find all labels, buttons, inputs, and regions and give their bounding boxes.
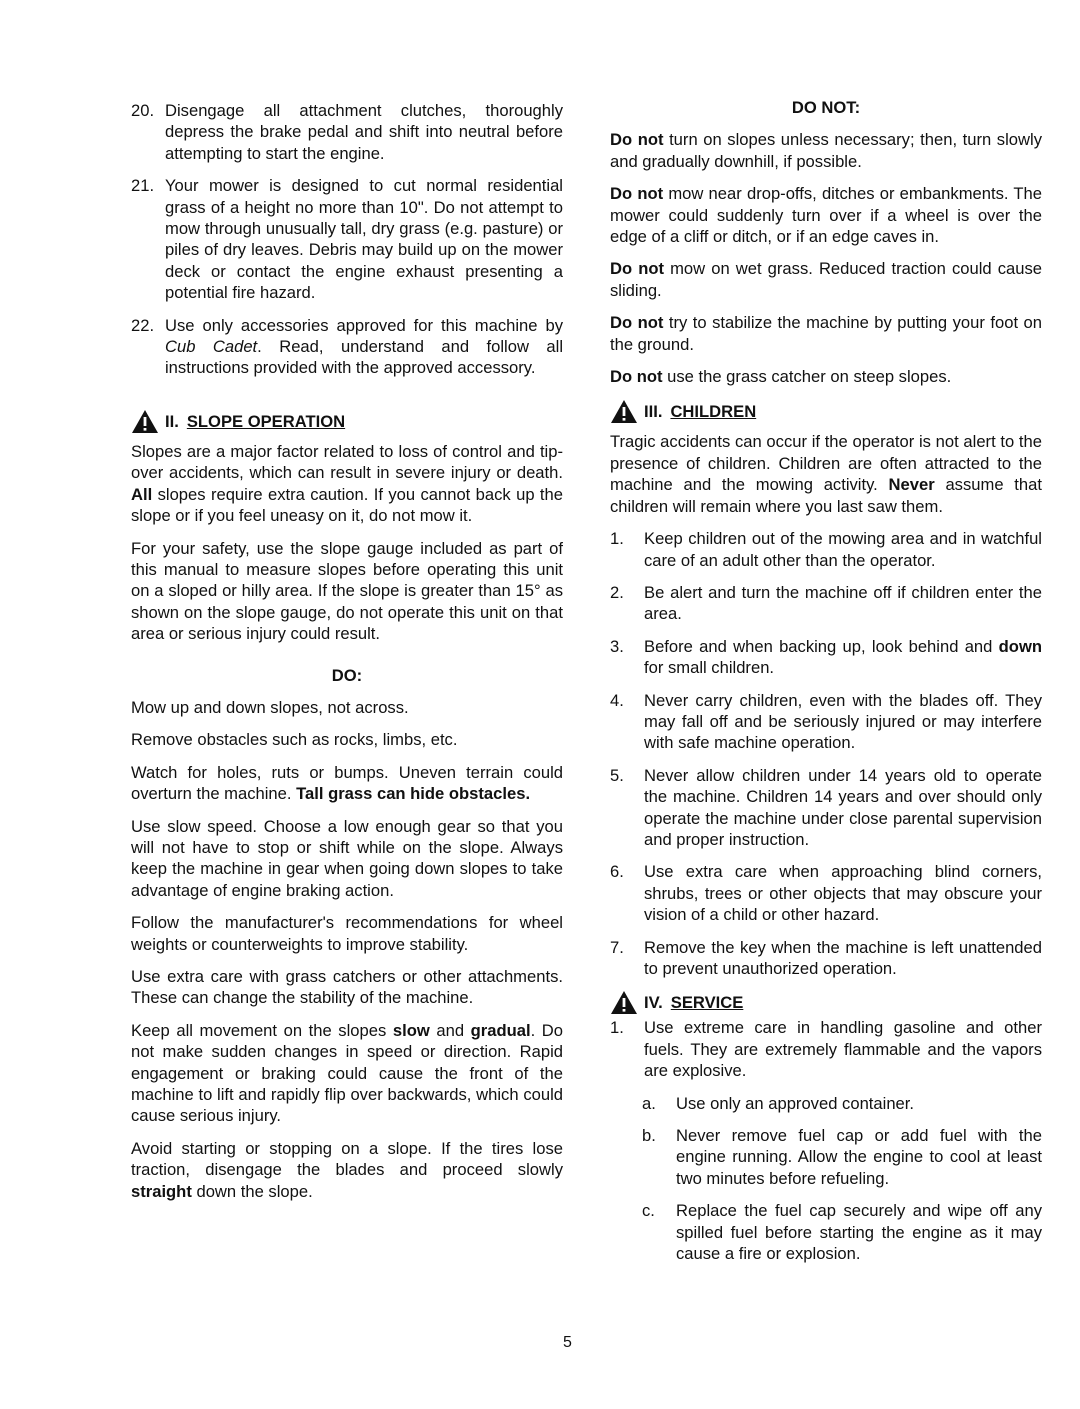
section-roman: IV. bbox=[644, 993, 663, 1013]
item-number: 2. bbox=[610, 582, 624, 602]
bold-text: Do not bbox=[610, 259, 665, 279]
item-number: 22. bbox=[131, 315, 155, 335]
item-number: 3. bbox=[610, 636, 624, 656]
list-item bbox=[610, 690, 1042, 754]
list-item bbox=[610, 861, 1042, 925]
paragraph bbox=[131, 762, 563, 805]
paragraph: For your safety, use the slope gauge included as part of this manual to measure slopes before operating this unit on a sloped or hilly area. If the slope is greater than 15° as shown on the slope gauge, do not operate this unit on that area or serious injury could result. bbox=[131, 538, 563, 644]
sub-list-item bbox=[642, 1093, 1042, 1114]
item-text: Remove the key when the machine is left unattended to prevent unauthorized operation. bbox=[644, 937, 1042, 978]
paragraph bbox=[131, 1138, 563, 1202]
list-item bbox=[610, 528, 1042, 571]
item-text: Be alert and turn the machine off if children enter the area. bbox=[644, 582, 1042, 624]
sub-list-item bbox=[642, 1125, 1042, 1189]
text: slopes require extra caution. If you cannot back up the slope or if you feel uneasy on it, do not mow it. bbox=[131, 484, 563, 526]
page-number: 5 bbox=[563, 1334, 572, 1351]
text: assume that children will remain where you last saw them. bbox=[610, 475, 1042, 516]
paragraph: Remove obstacles such as rocks, limbs, etc. bbox=[131, 730, 458, 750]
do-not-heading: DO NOT: bbox=[791, 98, 861, 117]
left-column bbox=[131, 100, 563, 1213]
text: . Do not make sudden changes in speed or direction. Rapid engagement or braking could cause the front of the machine to lift and rapidly flip over backwards, which could cause serious injury. bbox=[131, 1020, 563, 1126]
section-roman: III. bbox=[644, 402, 663, 422]
list-item bbox=[131, 315, 563, 379]
paragraph bbox=[610, 431, 1042, 517]
paragraph bbox=[610, 366, 1042, 387]
section-heading-service bbox=[610, 990, 1042, 1015]
item-text: Use extreme care in handling gasoline and other fuels. They are extremely flammable and the vapors are explosive. bbox=[644, 1018, 1042, 1081]
item-letter: c. bbox=[642, 1201, 655, 1221]
text: Watch for holes, ruts or bumps. Uneven terrain could overturn the machine. bbox=[131, 762, 563, 804]
text: Before and when backing up, look behind and bbox=[644, 636, 999, 656]
paragraph bbox=[610, 183, 1042, 247]
text: Avoid starting or stopping on a slope. If the tires lose traction, disengage the blades and proceed slowly bbox=[131, 1138, 563, 1180]
item-number: 6. bbox=[610, 862, 624, 882]
bold-text: gradual bbox=[470, 1020, 531, 1040]
paragraph: Use slow speed. Choose a low enough gear so that you will not have to stop or shift while on the slope. Always keep the machine in gear when going down slopes to take advantage of engine braking action. bbox=[131, 816, 563, 900]
paragraph: Mow up and down slopes, not across. bbox=[131, 697, 409, 717]
bold-text: down bbox=[998, 636, 1042, 656]
item-text: Your mower is designed to cut normal residential grass of a height no more than 10". Do not attempt to mow through unusually tall, dry grass (e.g. pasture) or piles of dry leaves. Debris may build up on the mower deck or contact the engine exhaust presenting a potential fire hazard. bbox=[165, 176, 563, 303]
paragraph bbox=[610, 258, 1042, 301]
item-number: 1. bbox=[610, 529, 624, 549]
item-text bbox=[165, 315, 563, 379]
bold-text: straight bbox=[131, 1181, 192, 1201]
text: mow near drop-offs, ditches or embankments. The mower could suddenly turn over if a wheel is over the edge of a cliff or ditch, or if an edge caves in. bbox=[610, 184, 1042, 247]
item-letter: a. bbox=[642, 1093, 656, 1113]
item-text: Never allow children under 14 years old to operate the machine. Children 14 years and over should only operate the machine under close parental supervision and proper instruction. bbox=[644, 765, 1042, 849]
paragraph bbox=[610, 129, 1042, 172]
right-column bbox=[610, 100, 1042, 1275]
text: Keep all movement on the slopes bbox=[131, 1020, 393, 1040]
item-text: Use only an approved container. bbox=[676, 1093, 915, 1113]
bold-text: Do not bbox=[610, 313, 664, 333]
item-text bbox=[644, 636, 1042, 679]
list-item bbox=[610, 582, 1042, 625]
item-number: 1. bbox=[610, 1018, 624, 1038]
item-text: Disengage all attachment clutches, thoroughly depress the brake pedal and shift into neutral before attempting to start the engine. bbox=[165, 101, 563, 163]
section-title: SERVICE bbox=[670, 993, 744, 1013]
item-text: Keep children out of the mowing area and in watchful care of an adult other than the operator. bbox=[644, 529, 1042, 570]
item-number: 21. bbox=[131, 176, 155, 196]
text: use the grass catcher on steep slopes. bbox=[662, 367, 952, 387]
text: and bbox=[429, 1020, 471, 1040]
bold-text: Do not bbox=[610, 130, 664, 150]
bold-text: Do not bbox=[610, 184, 664, 204]
item-text-start: Use only accessories approved for this machine by bbox=[165, 315, 563, 335]
bold-text: Do not bbox=[610, 367, 663, 387]
item-text-end: . Read, understand and follow all instructions provided with the approved accessory. bbox=[165, 337, 563, 378]
text: mow on wet grass. Reduced traction could cause sliding. bbox=[610, 259, 1042, 300]
section-heading-slope bbox=[131, 409, 563, 434]
item-number: 20. bbox=[131, 101, 155, 120]
list-item bbox=[610, 765, 1042, 851]
text: turn on slopes unless necessary; then, turn slowly and gradually downhill, if possible. bbox=[610, 130, 1042, 171]
item-number: 5. bbox=[610, 765, 624, 785]
item-text: Use extra care when approaching blind corners, shrubs, trees or other objects that may obscure your vision of a child or other hazard. bbox=[644, 862, 1042, 925]
item-text: Never carry children, even with the blades off. They may fall off and be seriously injured or may interfere with safe machine operation. bbox=[644, 690, 1042, 753]
list-item bbox=[131, 175, 563, 303]
text: Tragic accidents can occur if the operator is not alert to the presence of children. Children are often attracted to the machine and the mowing activity. bbox=[610, 432, 1042, 495]
paragraph bbox=[131, 441, 563, 527]
paragraph bbox=[131, 1020, 563, 1127]
text: try to stabilize the machine by putting your foot on the ground. bbox=[610, 313, 1042, 354]
text: down the slope. bbox=[191, 1181, 313, 1201]
paragraph: Follow the manufacturer's recommendations for wheel weights or counterweights to improve stability. bbox=[131, 913, 563, 954]
item-text: Replace the fuel cap securely and wipe off any spilled fuel before starting the engine as it may cause a fire or explosion. bbox=[676, 1201, 1042, 1264]
section-roman: II. bbox=[165, 411, 179, 431]
list-item bbox=[610, 1017, 1042, 1081]
bold-text: Never bbox=[888, 475, 935, 495]
text: for small children. bbox=[644, 658, 775, 678]
bold-text: Tall grass can hide obstacles. bbox=[296, 784, 531, 804]
do-heading: DO: bbox=[331, 665, 363, 685]
paragraph bbox=[610, 312, 1042, 355]
warning-triangle-icon bbox=[610, 990, 638, 1015]
brand-name: Cub Cadet bbox=[165, 337, 258, 357]
paragraph: Use extra care with grass catchers or other attachments. These can change the stability of the machine. bbox=[131, 967, 563, 1008]
item-number: 7. bbox=[610, 937, 624, 957]
list-item bbox=[610, 636, 1042, 679]
text: Slopes are a major factor related to loss of control and tip-over accidents, which can result in severe injury or death. bbox=[131, 441, 563, 483]
section-title: SLOPE OPERATION bbox=[186, 411, 346, 431]
sub-list-item bbox=[642, 1200, 1042, 1264]
item-text: Never remove fuel cap or add fuel with the engine running. Allow the engine to cool at least two minutes before refueling. bbox=[676, 1126, 1042, 1188]
bold-text: All bbox=[131, 484, 153, 504]
warning-triangle-icon bbox=[610, 399, 638, 424]
item-letter: b. bbox=[642, 1126, 656, 1146]
item-number: 4. bbox=[610, 690, 624, 710]
section-heading-children bbox=[610, 399, 1042, 424]
section-title: CHILDREN bbox=[670, 402, 757, 422]
list-item bbox=[131, 100, 563, 164]
list-item bbox=[610, 937, 1042, 980]
bold-text: slow bbox=[392, 1020, 430, 1040]
warning-triangle-icon bbox=[131, 409, 159, 434]
